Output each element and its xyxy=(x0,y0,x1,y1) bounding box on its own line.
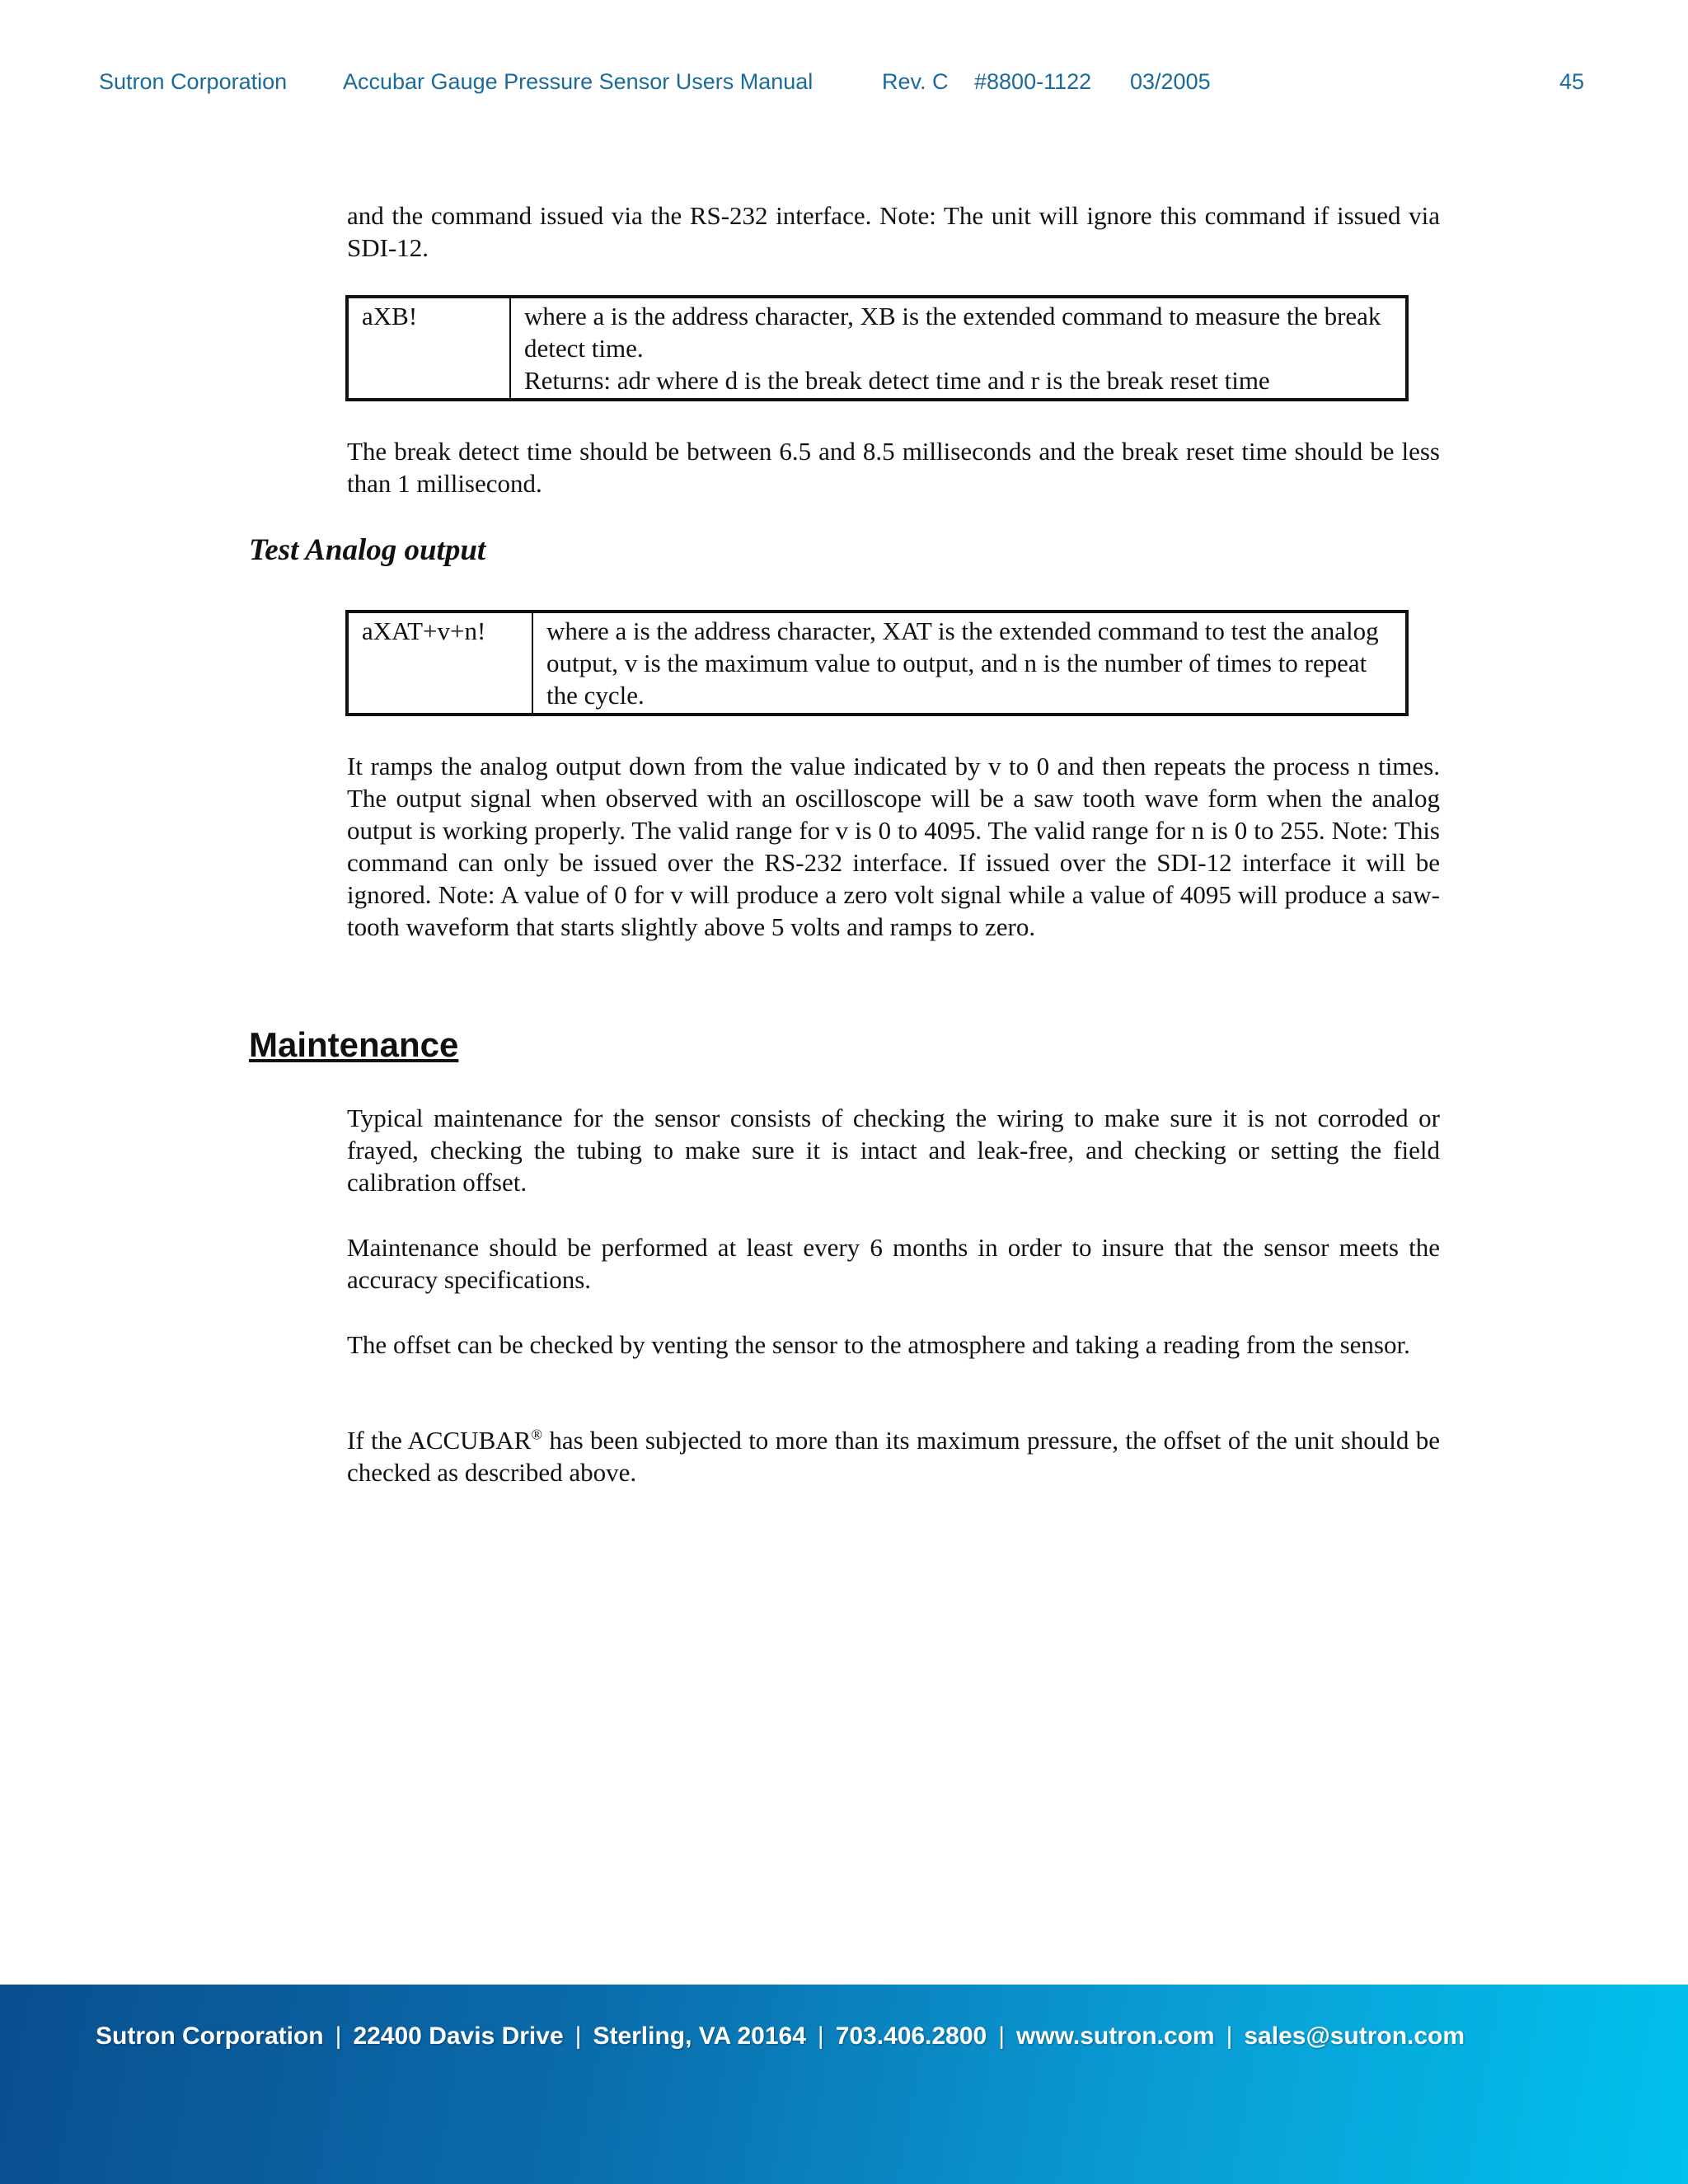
footer-email: sales@sutron.com xyxy=(1244,2022,1465,2050)
break-time-paragraph: The break detect time should be between 6.5 and 8.5 milliseconds and the break reset time should be less than 1 millisecond. xyxy=(347,437,1440,498)
maintenance-paragraph-3: The offset can be checked by venting the sensor to the atmosphere and taking a reading from the sensor. xyxy=(347,1330,1410,1359)
command-cell: aXB! xyxy=(347,297,510,400)
header-part-number: #8800-1122 xyxy=(974,69,1092,94)
header-revision: Rev. C xyxy=(882,69,949,94)
footer-separator: | xyxy=(817,2022,824,2050)
header-date: 03/2005 xyxy=(1130,69,1211,94)
p7-start: If the ACCUBAR xyxy=(347,1426,532,1455)
footer-phone: 703.406.2800 xyxy=(835,2022,987,2050)
header-company: Sutron Corporation xyxy=(99,69,288,94)
description-text: where a is the address character, XB is the extended command to measure the break detect time. xyxy=(524,302,1381,363)
maintenance-paragraph-4 xyxy=(347,1424,1440,1488)
header-page-number: 45 xyxy=(1559,69,1585,94)
footer-separator: | xyxy=(574,2022,582,2050)
footer-website: www.sutron.com xyxy=(1016,2022,1215,2050)
footer-address: 22400 Davis Drive xyxy=(353,2022,564,2050)
footer-separator: | xyxy=(998,2022,1005,2050)
registered-mark: ® xyxy=(531,1426,543,1443)
footer-contact-line xyxy=(96,2022,1465,2050)
analog-output-paragraph: It ramps the analog output down from the value indicated by v to 0 and then repeats the process n times. The output signal when observed with an oscilloscope will be a saw tooth wave form when the analog output is working properly. The valid range for v is 0 to 4095. The valid range for n is 0 to 255. Note: This command can only be issued over the RS-232 interface. If issued over the SDI-12 interface it will be ignored. Note: A value of 0 for v will produce a zero volt signal while a value of 4095 will produce a saw-tooth waveform that starts slightly above 5 volts and ramps to zero. xyxy=(347,752,1440,941)
returns-text: Returns: adr where d is the break detect time and r is the break reset time xyxy=(524,366,1270,395)
footer-city: Sterling, VA 20164 xyxy=(593,2022,806,2050)
footer-separator: | xyxy=(335,2022,342,2050)
description-cell: where a is the address character, XAT is the extended command to test the analog output, v is the maximum value to output, and n is the number of times to repeat the cycle. xyxy=(532,612,1407,715)
footer-separator: | xyxy=(1226,2022,1233,2050)
command-cell: aXAT+v+n! xyxy=(347,612,532,715)
header-manual-title: Accubar Gauge Pressure Sensor Users Manual xyxy=(343,69,814,94)
p7-end: has been subjected to more than its maximum pressure, the offset of the unit should be checked as described above. xyxy=(347,1426,1440,1487)
description-cell xyxy=(510,297,1407,400)
command-table-axb xyxy=(345,295,1409,401)
page-footer xyxy=(0,1985,1688,2184)
maintenance-paragraph-2: Maintenance should be performed at least every 6 months in order to insure that the sensor meets the accuracy specifications. xyxy=(347,1233,1440,1294)
intro-paragraph: and the command issued via the RS-232 interface. Note: The unit will ignore this command if issued via SDI-12. xyxy=(347,201,1440,262)
maintenance-heading: Maintenance xyxy=(249,1025,459,1064)
command-table-axat xyxy=(345,610,1409,716)
maintenance-paragraph-1: Typical maintenance for the sensor consists of checking the wiring to make sure it is not corroded or frayed, checking the tubing to make sure it is intact and leak-free, and checking or setting the field calibration offset. xyxy=(347,1104,1440,1197)
page-header xyxy=(99,69,1591,102)
test-analog-heading: Test Analog output xyxy=(249,533,486,567)
footer-company: Sutron Corporation xyxy=(96,2022,324,2050)
